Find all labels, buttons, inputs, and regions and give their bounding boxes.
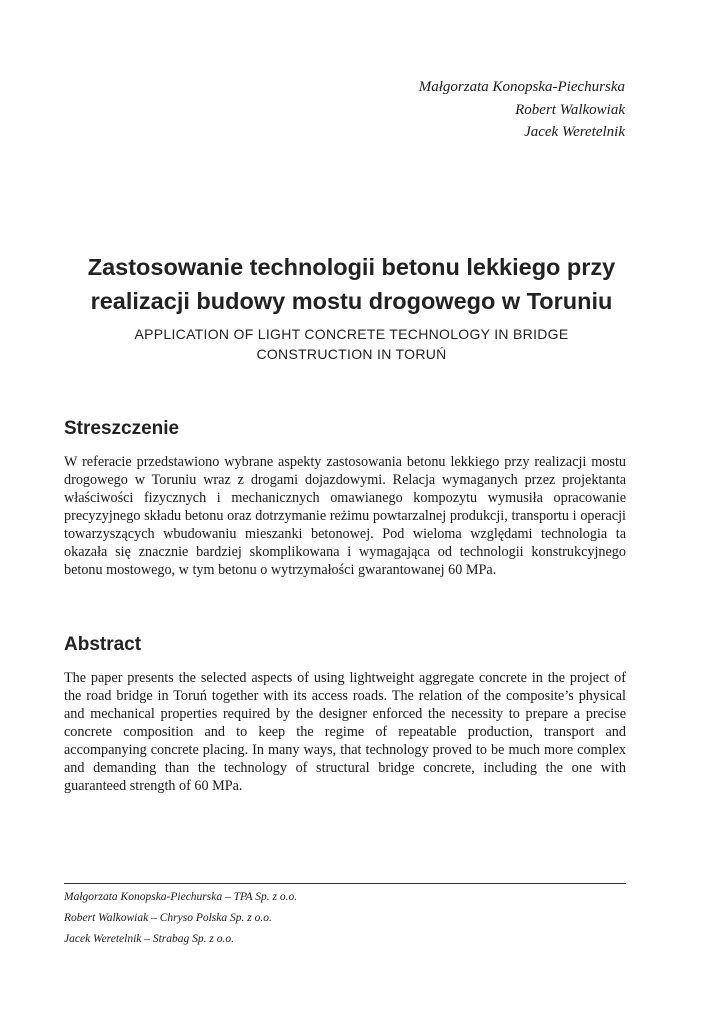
author-name: Robert Walkowiak bbox=[515, 101, 625, 118]
author-name: Jacek Weretelnik bbox=[524, 124, 625, 140]
affiliation-item: Małgorzata Konopska-Piechurska – TPA Sp. z o.o. bbox=[64, 891, 298, 903]
paper-title-english bbox=[40, 324, 663, 364]
section-body-abstract: The paper presents the selected aspects of using lightweight aggregate concrete in the project of the road bridge in Toruń together with its access roads. The relation of the composite’s physical and mechanical properties required by the designer enforced the necessity to prepare a precise concrete composition and to keep the regime of repeatable production, transport and accompanying concrete placing. In many ways, that technology proved to be much more complex and demanding than the technology of structural bridge concrete, including the one with guaranteed strength of 60 MPa. bbox=[64, 670, 626, 794]
section-heading-streszczenie: Streszczenie bbox=[64, 418, 180, 439]
paper-title-english-line: CONSTRUCTION IN TORUŃ bbox=[256, 346, 447, 362]
author-list bbox=[419, 76, 625, 144]
footnote-divider bbox=[64, 883, 626, 884]
section-body-streszczenie: W referacie przedstawiono wybrane aspekty zastosowania betonu lekkiego przy realizacji mostu drogowego w Toruniu wraz z drogami dojazdowymi. Relacja wymaganych przez projektanta właściwości fizycznych i mechanicznych omawianego kompozytu wymusiła opracowanie precyzyjnego składu betonu oraz dotrzymanie reżimu powtarzalnej produkcji, transportu i operacji towarzyszących wbudowaniu mieszanki betonowej. Pod wieloma względami technologia ta okazała się znacznie bardziej skomplikowana i wymagająca od technologii konstrukcyjnego betonu mostowego, w tym betonu o wytrzymałości gwarantowanej 60 MPa. bbox=[64, 454, 626, 578]
section-heading-abstract: Abstract bbox=[64, 634, 142, 655]
paper-title-line: realizacji budowy mostu drogowego w Toruniu bbox=[90, 288, 613, 314]
paper-title-english-line: APPLICATION OF LIGHT CONCRETE TECHNOLOGY IN BRIDGE bbox=[134, 326, 569, 342]
affiliation-item: Jacek Weretelnik – Strabag Sp. z o.o. bbox=[64, 933, 235, 945]
affiliation-list bbox=[64, 887, 297, 950]
author-name: Małgorzata Konopska-Piechurska bbox=[418, 79, 625, 95]
affiliation-item: Robert Walkowiak – Chryso Polska Sp. z o.o. bbox=[64, 912, 272, 924]
paper-title-line: Zastosowanie technologii betonu lekkiego przy bbox=[87, 254, 616, 280]
paper-title bbox=[40, 250, 663, 318]
